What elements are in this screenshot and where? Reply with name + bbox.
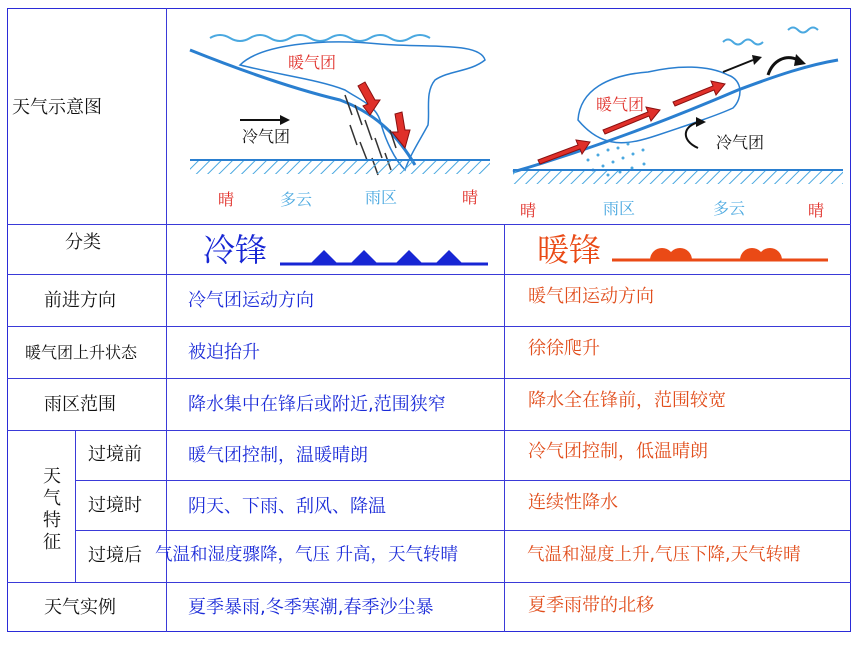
ground-label: 晴 <box>462 188 479 207</box>
cold-mass-label: 冷气团 <box>716 133 765 152</box>
ground-label: 雨区 <box>365 188 398 207</box>
label-during: 过境时 <box>88 495 142 516</box>
grid-line <box>7 326 851 327</box>
grid-line <box>75 530 851 531</box>
grid-line <box>7 430 851 431</box>
label-rise: 暖气团上升状态 <box>25 343 138 362</box>
grid-line <box>504 224 505 632</box>
cold-front-symbol <box>280 244 490 268</box>
cold-example: 夏季暴雨,冬季寒潮,春季沙尘暴 <box>188 597 434 618</box>
grid-line <box>7 582 851 583</box>
ground-label: 晴 <box>218 190 235 209</box>
warm-front-title: 暖锋 <box>537 231 602 269</box>
cold-mass-label: 冷气团 <box>242 127 291 146</box>
cold-front-diagram <box>180 20 500 220</box>
grid-line <box>7 224 851 225</box>
label-rain-area: 雨区范围 <box>44 394 116 415</box>
label-weather-diagram: 天气示意图 <box>12 97 102 118</box>
cold-front-title: 冷锋 <box>203 231 268 269</box>
label-category: 分类 <box>65 232 101 253</box>
label-before: 过境前 <box>88 444 142 465</box>
label-weather-feature: 天气特征 <box>43 466 61 553</box>
warm-front-symbol <box>612 240 832 266</box>
cold-direction: 冷气团运动方向 <box>188 290 314 311</box>
grid-line <box>75 480 851 481</box>
warm-front-diagram <box>508 20 848 220</box>
ground-label: 多云 <box>713 199 746 218</box>
warm-example: 夏季雨带的北移 <box>528 595 654 616</box>
cold-after: 气温和湿度骤降，气压 升高，天气转晴 <box>155 545 459 565</box>
cold-during: 阴天、下雨、刮风、降温 <box>188 496 386 517</box>
grid-line <box>75 430 76 582</box>
grid-line <box>7 378 851 379</box>
label-direction: 前进方向 <box>44 290 116 311</box>
warm-before: 冷气团控制，低温晴朗 <box>528 441 708 462</box>
label-example: 天气实例 <box>44 597 116 618</box>
grid-line <box>166 8 167 632</box>
ground-label: 雨区 <box>603 199 636 218</box>
warm-rise: 徐徐爬升 <box>528 338 600 359</box>
warm-mass-label: 暖气团 <box>596 95 645 114</box>
cold-before: 暖气团控制，温暖晴朗 <box>188 445 368 466</box>
label-after: 过境后 <box>88 545 142 566</box>
warm-mass-label: 暖气团 <box>288 53 337 72</box>
warm-after: 气温和湿度上升,气压下降,天气转晴 <box>527 545 801 565</box>
cold-rain: 降水集中在锋后或附近,范围狭窄 <box>188 394 446 415</box>
grid-line <box>7 274 851 275</box>
cold-rise: 被迫抬升 <box>188 342 260 363</box>
warm-during: 连续性降水 <box>528 492 618 513</box>
ground-label: 晴 <box>808 201 825 220</box>
ground-label: 晴 <box>520 201 537 220</box>
ground-label: 多云 <box>280 190 313 209</box>
warm-rain: 降水全在锋前，范围较宽 <box>528 390 726 411</box>
warm-direction: 暖气团运动方向 <box>528 286 654 307</box>
